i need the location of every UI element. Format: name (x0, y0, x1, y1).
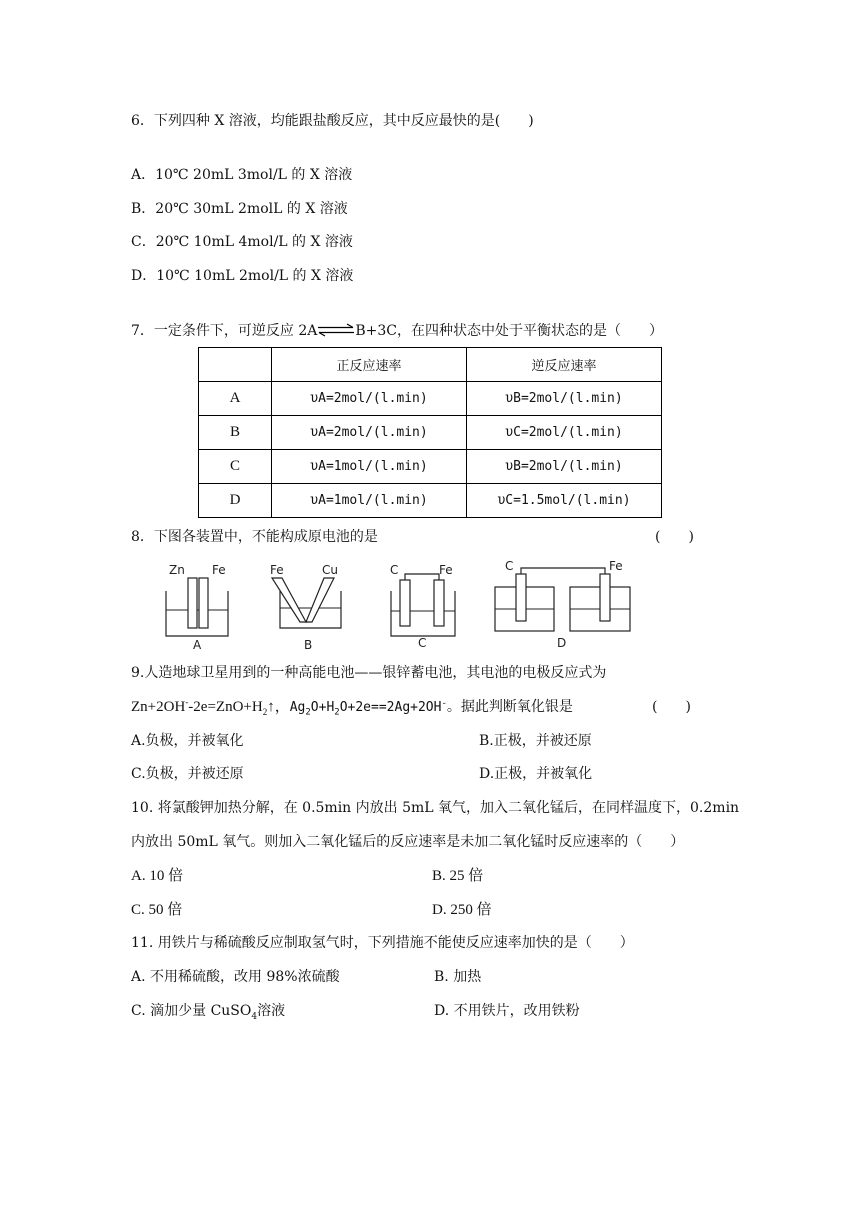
q6-stem: 6．下列四种 X 溶液，均能跟盐酸反应，其中反应最快的是( ) (131, 113, 534, 129)
q9-answer-paren: ( ) (652, 699, 691, 715)
cell-d (495, 559, 630, 650)
rate-table (198, 347, 662, 518)
cell-d-right-label: Fe (609, 559, 623, 573)
table-cell: C (199, 450, 272, 484)
cell-c-left-label: C (390, 563, 399, 577)
table-header-cell: 逆反应速率 (467, 348, 662, 382)
table-row (199, 382, 662, 416)
q11-stem: 11. 用铁片与稀硫酸反应制取氢气时，下列措施不能使反应速率加快的是（ ） (131, 935, 634, 951)
table-row (199, 416, 662, 450)
cell-c-right-label: Fe (439, 563, 453, 577)
cell-d-label: D (557, 636, 567, 650)
table-cell: υA=2mol/(l.min) (272, 382, 467, 416)
q8-stem: 8．下图各装置中，不能构成原电池的是 (131, 529, 378, 545)
table-cell: υC=1.5mol/(l.min) (467, 484, 662, 518)
table-cell: υC=2mol/(l.min) (467, 416, 662, 450)
cell-b-left-label: Fe (270, 563, 284, 577)
q7-stem (131, 322, 663, 340)
table-cell: υA=1mol/(l.min) (272, 484, 467, 518)
cell-b-right-label: Cu (322, 563, 338, 577)
cell-a-label: A (193, 638, 202, 652)
q6-option-b: B．20℃ 30mL 2molL 的 X 溶液 (131, 201, 348, 217)
q9-eq-tail: 。据此判断氧化银是 (446, 699, 573, 715)
cell-c (390, 563, 455, 650)
q10-option-b: B. 25 倍 (432, 868, 484, 884)
table-cell: D (199, 484, 272, 518)
q10-option-d: D. 250 倍 (432, 902, 492, 918)
table-header-row (199, 348, 662, 382)
q9-eq2: $Ag_2O+H_2O+2e==2Ag+2OH^-$ (289, 698, 447, 718)
cell-a (166, 563, 228, 652)
q9-option-a: A.负极，并被氧化 (131, 733, 244, 749)
q8-answer-paren: ( ) (655, 529, 694, 545)
table-row (199, 484, 662, 518)
table-cell: υB=2mol/(l.min) (467, 382, 662, 416)
q9-option-b: B.正极，并被还原 (479, 733, 592, 749)
table-cell: υA=1mol/(l.min) (272, 450, 467, 484)
cell-b (270, 563, 341, 652)
cell-a-right-label: Fe (212, 563, 226, 577)
q9-eq1: $Zn+2OH^--2e=ZnO+H_2↑$， (131, 697, 290, 717)
q6-option-c: C．20℃ 10mL 4mol/L 的 X 溶液 (131, 234, 353, 250)
q11-option-d: D. 不用铁片，改用铁粉 (434, 1003, 580, 1019)
table-header-cell: 正反应速率 (272, 348, 467, 382)
equilibrium-arrow-icon (317, 323, 355, 337)
cell-d-left-label: C (505, 559, 514, 573)
q6-option-a: A．10℃ 20mL 3mol/L 的 X 溶液 (131, 167, 353, 183)
table-cell: A (199, 382, 272, 416)
q7-stem-post: B+3C，在四种状态中处于平衡状态的是（ ） (355, 323, 664, 339)
table-cell: υB=2mol/(l.min) (467, 450, 662, 484)
cell-b-label: B (304, 638, 313, 652)
q9-equation (131, 698, 573, 717)
q11-option-b: B. 加热 (434, 969, 482, 985)
q10-line-1: 10. 将氯酸钾加热分解，在 0.5min 内放出 5mL 氧气，加入二氧化锰后，在同样温度下，0.2min (131, 800, 740, 816)
table-cell: υA=2mol/(l.min) (272, 416, 467, 450)
q10-option-a: A. 10 倍 (131, 868, 184, 884)
table-cell: B (199, 416, 272, 450)
q11-option-a: A. 不用稀硫酸，改用 98%浓硫酸 (131, 969, 340, 985)
q7-stem-pre: 7．一定条件下，可逆反应 2A (131, 323, 318, 339)
galvanic-cell-figure (158, 556, 638, 652)
q10-line-2: 内放出 50mL 氧气。则加入二氧化锰后的反应速率是未加二氧化锰时反应速率的（ ） (131, 834, 685, 850)
q9-option-c: C.负极，并被还原 (131, 766, 244, 782)
table-header-cell (199, 348, 272, 382)
cell-a-left-label: Zn (169, 563, 185, 577)
q10-option-c: C. 50 倍 (131, 902, 183, 918)
q11-option-c: C. 滴加少量 CuSO$_4$溶液 (131, 1003, 286, 1022)
q9-stem: 9.人造地球卫星用到的一种高能电池——银锌蓄电池，其电池的电极反应式为 (131, 665, 607, 681)
cell-c-label: C (418, 636, 427, 650)
q9-option-d: D.正极，并被氧化 (479, 766, 593, 782)
table-row (199, 450, 662, 484)
q6-option-d: D．10℃ 10mL 2mol/L 的 X 溶液 (131, 268, 354, 284)
